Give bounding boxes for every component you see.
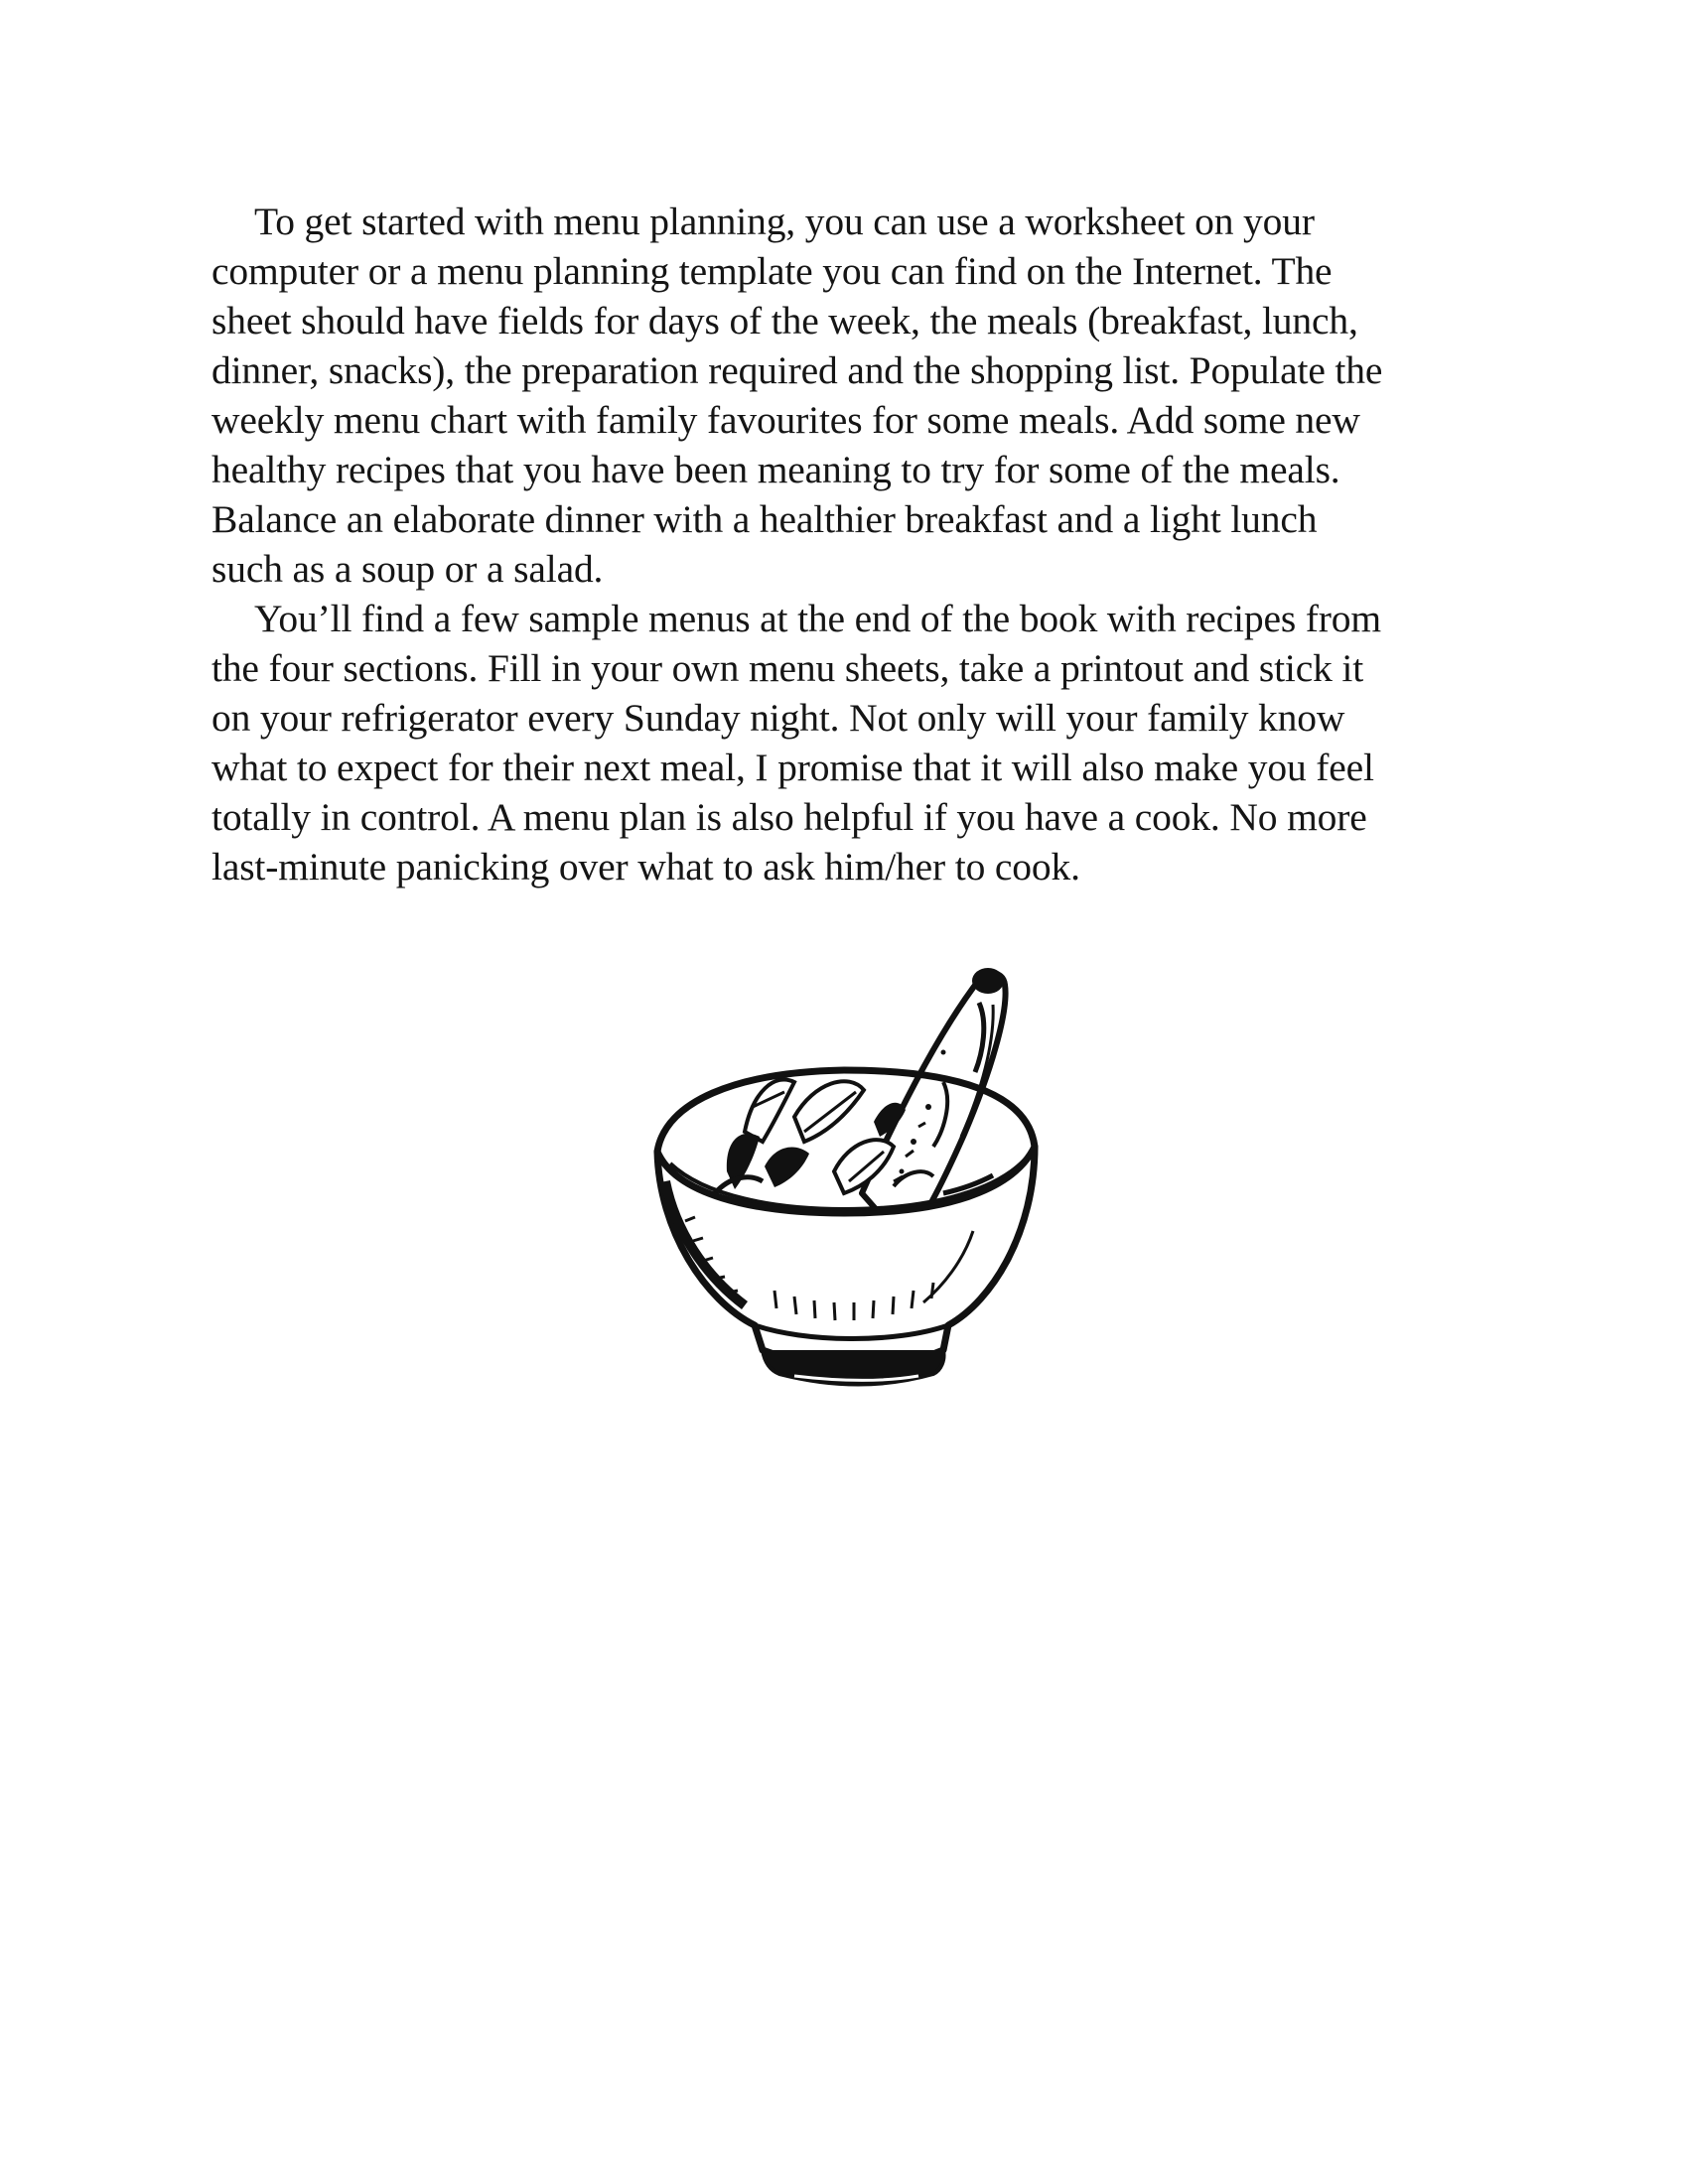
- text-line: weekly menu chart with family favourites for some meals. Add some new: [211, 398, 1360, 442]
- text-line: computer or a menu planning template you can find on the Internet. The: [211, 249, 1333, 293]
- text-line: Balance an elaborate dinner with a healthier breakfast and a light lunch: [211, 497, 1318, 541]
- text-line: such as a soup or a salad.: [211, 547, 604, 591]
- text-line: totally in control. A menu plan is also helpful if you have a cook. No more: [211, 795, 1367, 839]
- text-line: dinner, snacks), the preparation required and the shopping list. Populate the: [211, 348, 1383, 392]
- paragraph-sample-menus: [211, 594, 1502, 891]
- body-text: [211, 197, 1502, 891]
- mortar-bowl-shape: [657, 1070, 1035, 1385]
- text-line: sheet should have fields for days of the week, the meals (breakfast, lunch,: [211, 299, 1358, 342]
- text-line: last-minute panicking over what to ask him/her to cook.: [211, 845, 1080, 888]
- text-line: what to expect for their next meal, I promise that it will also make you feel: [211, 746, 1374, 789]
- text-line: To get started with menu planning, you can use a worksheet on your: [254, 200, 1315, 243]
- mortar-and-pestle-icon: [645, 933, 1043, 1395]
- text-line: healthy recipes that you have been meaning to try for some of the meals.: [211, 448, 1340, 491]
- text-line: You’ll find a few sample menus at the end of the book with recipes from: [254, 597, 1381, 640]
- paragraph-menu-planning: [211, 197, 1502, 594]
- text-line: the four sections. Fill in your own menu sheets, take a printout and stick it: [211, 646, 1364, 690]
- text-line: on your refrigerator every Sunday night. Not only will your family know: [211, 696, 1345, 740]
